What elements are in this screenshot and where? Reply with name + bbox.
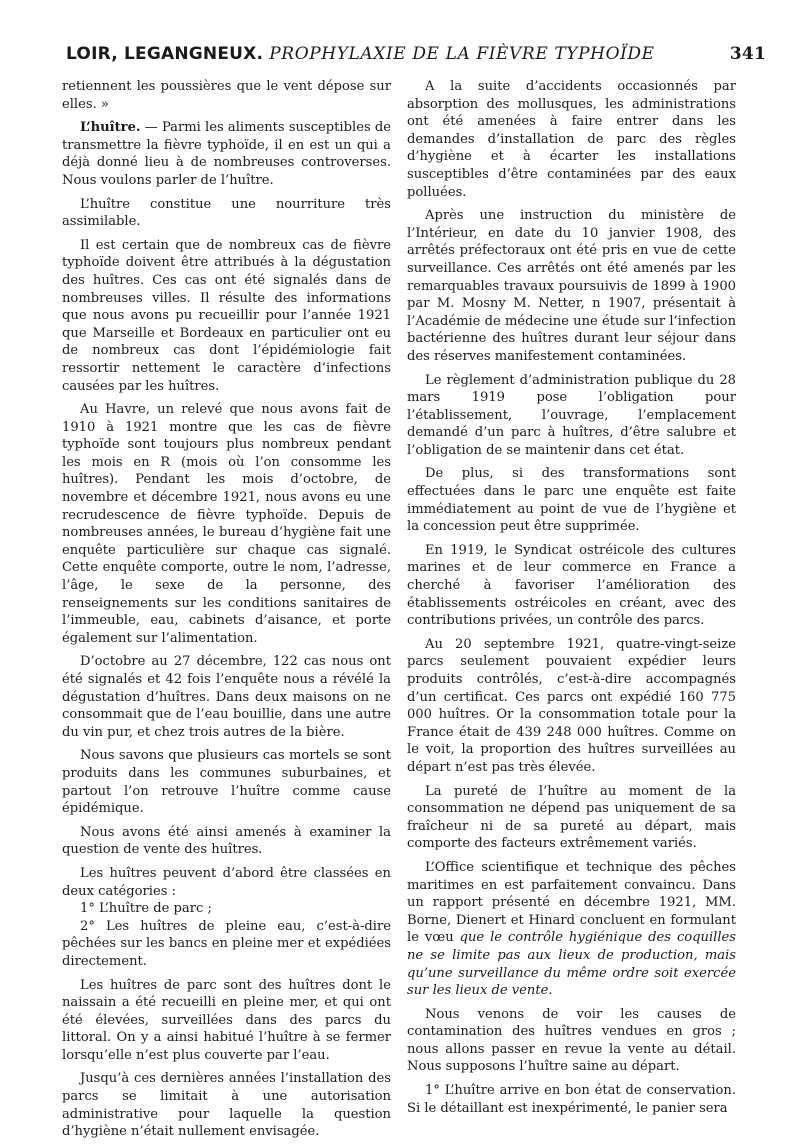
paragraph: La pureté de l’huître au moment de la consommation ne dépend pas uniquement de sa fraîcheur ni de sa pureté au départ, mais comporte des facteurs extrêmement variés. <box>407 783 736 852</box>
paragraph: A la suite d’accidents occasionnés par absorption des mollusques, les administrations ont été amenées à faire entrer dans les demandes d’installation de parc des règles d’hygiène et à écarter les installations susceptibles d’être contaminées par des eaux polluées. <box>407 79 736 200</box>
paragraph: 1° L’huître arrive en bon état de conservation. Si le détaillant est inexpérimenté, le panier sera <box>407 1083 736 1116</box>
page-number: 341 <box>729 44 766 64</box>
section-lead: L’huître. <box>80 120 141 136</box>
paragraph: Les huîtres peuvent d’abord être classées en deux catégories : <box>62 865 391 899</box>
italic-quote: que le contrôle hygiénique des coquilles ne se limite pas aux lieux de production, mais qu’une surveillance du même ordre soit exercée sur les lieux de vente. <box>407 930 737 999</box>
paragraph: D’octobre au 27 décembre, 122 cas nous ont été signalés et 42 fois l’enquête nous a révélé la dégustation d’huîtres. Dans deux maisons on ne consommait que de l’eau bouillie, dans une autre du vin pur, et chez trois autres de la bière. <box>62 654 391 740</box>
paragraph: Les huîtres de parc sont des huîtres dont le naissain a été recueilli en pleine mer, et qui ont été élevées, surveillées dans des parcs du littoral. On y a ainsi habitué l’huître à se fermer lorsqu’elle n’est plus couverte par l’eau. <box>62 977 391 1063</box>
paragraph: Il est certain que de nombreux cas de fièvre typhoïde doivent être attribués à la dégustation des huîtres. Ces cas ont été signalés dans de nombreuses villes. Il résulte des informations que nous avons pu recueillir pour l’année 1921 que Marseille et Bordeaux en particulier ont eu de nombreux cas dont l’épidémiologie fait ressortir nettement le caractère d’infections causées par les huîtres. <box>62 237 391 394</box>
paragraph: De plus, si des transformations sont effectuées dans le parc une enquête est faite immédiatement au point de vue de l’hygiène et la concession peut être supprimée. <box>407 466 736 535</box>
paragraph: Après une instruction du ministère de l’Intérieur, en date du 10 janvier 1908, des arrêtés préfectoraux ont été pris en vue de cette surveillance. Ces arrêtés ont été amenés par les remarquables travaux poursuivis de 1899 à 1900 par M. Mosny M. Netter, n 1907, présentait à l’Académie de médecine une étude sur l’infection bactérienne des huîtres durant leur séjour dans des réserves manifestement contaminées. <box>407 208 736 364</box>
paragraph: Au Havre, un relevé que nous avons fait de 1910 à 1921 montre que les cas de fièvre typhoïde sont toujours plus nombreux pendant les mois en R (mois où l’on consomme les huîtres). Pendant les mois d’octobre, de novembre et décembre 1921, nous avons eu une recrudescence de fièvre typhoïde. Depuis de nombreuses années, le bureau d’hygiène fait une enquête particulière sur chaque cas signalé. Cette enquête comporte, outre le nom, l’adresse, l’âge, le sexe de la personne, des renseignements sur les conditions sanitaires de l’immeuble, eau, cabinets d’aisance, et porte également sur l’alimentation. <box>62 402 391 646</box>
running-header <box>66 44 766 68</box>
header-title: PROPHYLAXIE DE LA FIÈVRE TYPHOÏDE <box>269 44 655 64</box>
left-column <box>62 78 391 1147</box>
paragraph: Nous venons de voir les causes de contamination des huîtres vendues en gros ; nous allons passer en revue la vente au détail. Nous supposons l’huître saine au départ. <box>407 1006 736 1075</box>
paragraph-huitre <box>62 119 391 189</box>
list-item: 1° L’huître de parc ; <box>80 901 212 917</box>
list-item: 2° Les huîtres de pleine eau, c’est-à-dire pêchées sur les bancs en pleine mer et expédiées directement. <box>62 918 391 969</box>
paragraph: Jusqu’à ces dernières années l’installation des parcs se limitait à une autorisation administrative pour laquelle la question d’hygiène n’était nullement envisagée. <box>62 1071 391 1140</box>
paragraph: Au 20 septembre 1921, quatre-vingt-seize parcs seulement pouvaient expédier leurs produits contrôlés, c’est-à-dire accompagnés d’un certificat. Ces parcs ont expédié 160 775 000 huîtres. Or la consommation totale pour la France était de 439 248 000 huîtres. Comme on le voit, la proportion des huîtres surveillées au départ n’est pas très élevée. <box>407 636 736 775</box>
paragraph-text: L’Office scientifique et technique des pêches maritimes en est parfaitement convaincu. Dans un rapport présenté en décembre 1921, MM. Borne, Dienert et Hinard concluent en formulant le vœu <box>407 859 736 946</box>
paragraph-office <box>407 859 736 1000</box>
paragraph: En 1919, le Syndicat ostréicole des cultures marines et de leur commerce en France a cherché à favoriser l’amélioration des établissements ostréicoles en créant, avec des contributions privées, un contrôle des parcs. <box>407 542 736 629</box>
paragraph: Le règlement d’administration publique du 28 mars 1919 pose l’obligation pour l’établissement, l’ouvrage, l’emplacement demandé d’un parc à huîtres, d’être salubre et l’obligation de se maintenir dans cet état. <box>407 372 736 458</box>
paragraph: Nous savons que plusieurs cas mortels se sont produits dans les communes suburbaines, et partout l’on retrouve l’huître comme cause épidémique. <box>62 748 391 817</box>
header-authors: LOIR, LEGANGNEUX. <box>66 44 264 64</box>
paragraph: L’huître constitue une nourriture très assimilable. <box>62 196 391 230</box>
paragraph: retiennent les poussières que le vent dépose sur elles. » <box>62 79 391 112</box>
paragraph: Nous avons été ainsi amenés à examiner la question de vente des huîtres. <box>62 824 391 858</box>
paragraph-text: — Parmi les aliments susceptibles de transmettre la fièvre typhoïde, il en est un qui a déjà donné lieu à de nombreuses controverses. Nous voulons parler de l’huître. <box>62 120 391 188</box>
right-column <box>407 78 736 1123</box>
